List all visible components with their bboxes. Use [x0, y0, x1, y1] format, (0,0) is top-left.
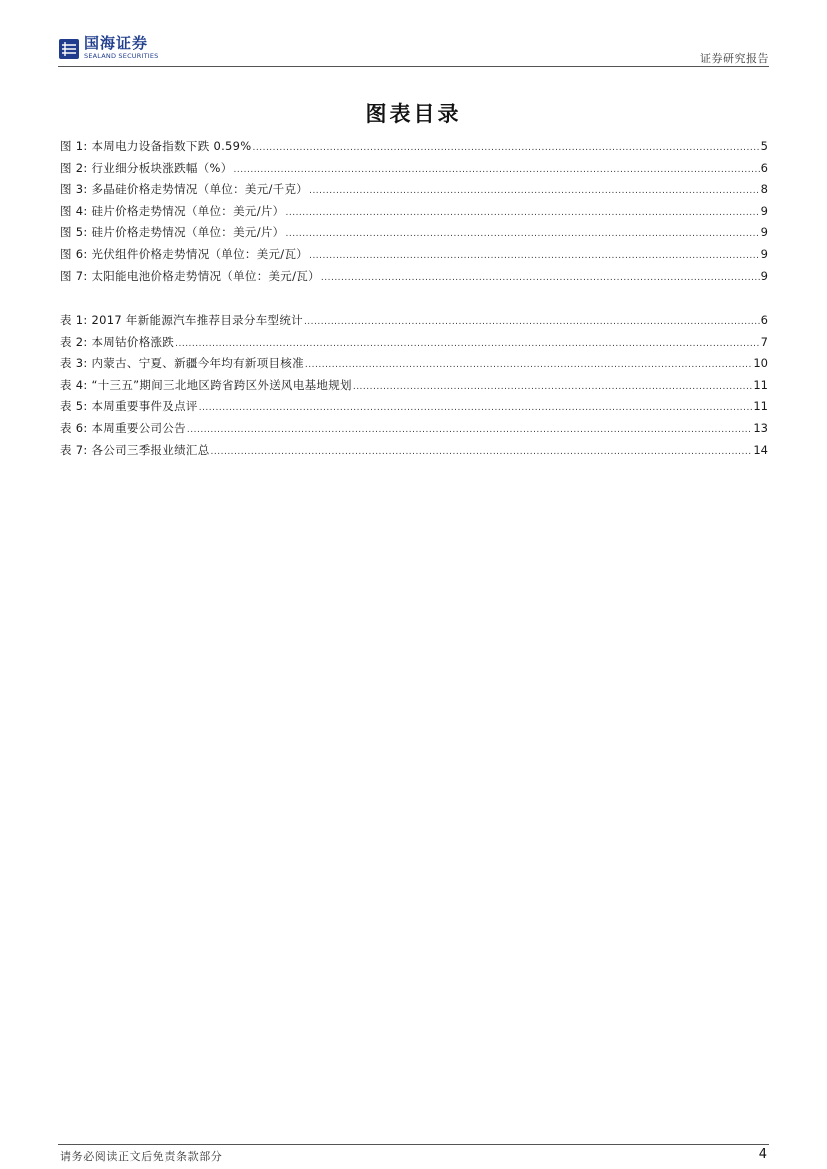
leader-dots	[187, 425, 752, 435]
toc-entry[interactable]	[60, 138, 768, 160]
toc-entry-page: 9	[760, 203, 768, 218]
logo-chinese-name: 国海证券	[84, 34, 149, 52]
leader-dots	[234, 165, 760, 175]
toc-entry-page: 9	[760, 268, 768, 283]
toc-entry-page: 6	[760, 160, 768, 175]
toc-entry-label: 图 2: 行业细分板块涨跌幅（%）	[60, 160, 233, 175]
toc-entry[interactable]	[60, 377, 768, 399]
page-title: 图表目录	[365, 102, 462, 126]
toc-entry[interactable]	[60, 355, 768, 377]
toc-entry-page: 11	[753, 377, 768, 392]
toc-entry-page: 10	[753, 356, 768, 371]
leader-dots	[175, 339, 760, 349]
page-header	[58, 36, 769, 66]
company-logo	[58, 36, 159, 64]
table-list	[60, 312, 768, 463]
toc-entry[interactable]	[60, 181, 768, 203]
toc-entry-label: 表 5: 本周重要事件及点评	[60, 399, 198, 414]
toc-entry-page: 13	[753, 420, 768, 435]
logo-english-name: SEALAND SECURITIES	[84, 52, 159, 60]
toc-entry-page: 6	[760, 313, 768, 327]
toc-entry-page: 7	[760, 334, 768, 349]
toc-entry-page: 8	[760, 182, 768, 197]
leader-dots	[309, 186, 760, 196]
toc-entry-label: 表 1: 2017 年新能源汽车推荐目录分车型统计	[60, 313, 303, 327]
toc-entry-page: 9	[760, 225, 768, 240]
toc-entry-page: 11	[753, 399, 768, 414]
sealand-logo-icon	[58, 38, 80, 60]
leader-dots	[285, 208, 759, 218]
header-divider	[58, 66, 769, 67]
toc-entry-label: 表 2: 本周钴价格涨跌	[60, 334, 175, 349]
toc-entry[interactable]	[60, 224, 768, 246]
page-number: 4	[758, 1147, 767, 1162]
toc-entry-label: 图 6: 光伏组件价格走势情况（单位：美元/瓦）	[60, 246, 309, 261]
toc-entry-label: 图 4: 硅片价格走势情况（单位：美元/片）	[60, 203, 285, 218]
toc-entry[interactable]	[60, 312, 768, 334]
leader-dots	[253, 143, 760, 153]
footer-divider	[58, 1144, 769, 1145]
toc-entry[interactable]	[60, 334, 768, 356]
toc-entry[interactable]	[60, 442, 768, 464]
leader-dots	[305, 360, 752, 370]
leader-dots	[353, 382, 753, 392]
toc-entry[interactable]	[60, 203, 768, 225]
footer-disclaimer: 请务必阅读正文后免责条款部分	[60, 1150, 223, 1163]
leader-dots	[321, 273, 760, 283]
toc-entry-label: 图 1: 本周电力设备指数下跌 0.59%	[60, 139, 252, 153]
leader-dots	[211, 447, 753, 457]
toc-entry-label: 表 7: 各公司三季报业绩汇总	[60, 442, 210, 457]
toc-entry-label: 图 5: 硅片价格走势情况（单位：美元/片）	[60, 225, 285, 240]
toc-entry-label: 图 7: 太阳能电池价格走势情况（单位：美元/瓦）	[60, 268, 320, 283]
leader-dots	[309, 251, 760, 261]
toc-entry-page: 14	[753, 442, 768, 457]
toc-entry[interactable]	[60, 398, 768, 420]
toc-entry-page: 9	[760, 246, 768, 261]
toc-entry-label: 表 4: “十三五”期间三北地区跨省跨区外送风电基地规划	[60, 377, 352, 392]
toc-entry[interactable]	[60, 246, 768, 268]
leader-dots	[199, 403, 753, 413]
toc-entry[interactable]	[60, 268, 768, 290]
toc-entry-page: 5	[760, 139, 768, 153]
toc-entry-label: 图 3: 多晶硅价格走势情况（单位：美元/千克）	[60, 182, 309, 197]
toc-entry-label: 表 6: 本周重要公司公告	[60, 420, 186, 435]
toc-entry-label: 表 3: 内蒙古、宁夏、新疆今年均有新项目核准	[60, 356, 304, 371]
toc-entry[interactable]	[60, 160, 768, 182]
leader-dots	[285, 229, 759, 239]
figure-list	[60, 138, 768, 289]
leader-dots	[304, 317, 760, 327]
toc-entry[interactable]	[60, 420, 768, 442]
report-type-label: 证券研究报告	[700, 52, 769, 65]
